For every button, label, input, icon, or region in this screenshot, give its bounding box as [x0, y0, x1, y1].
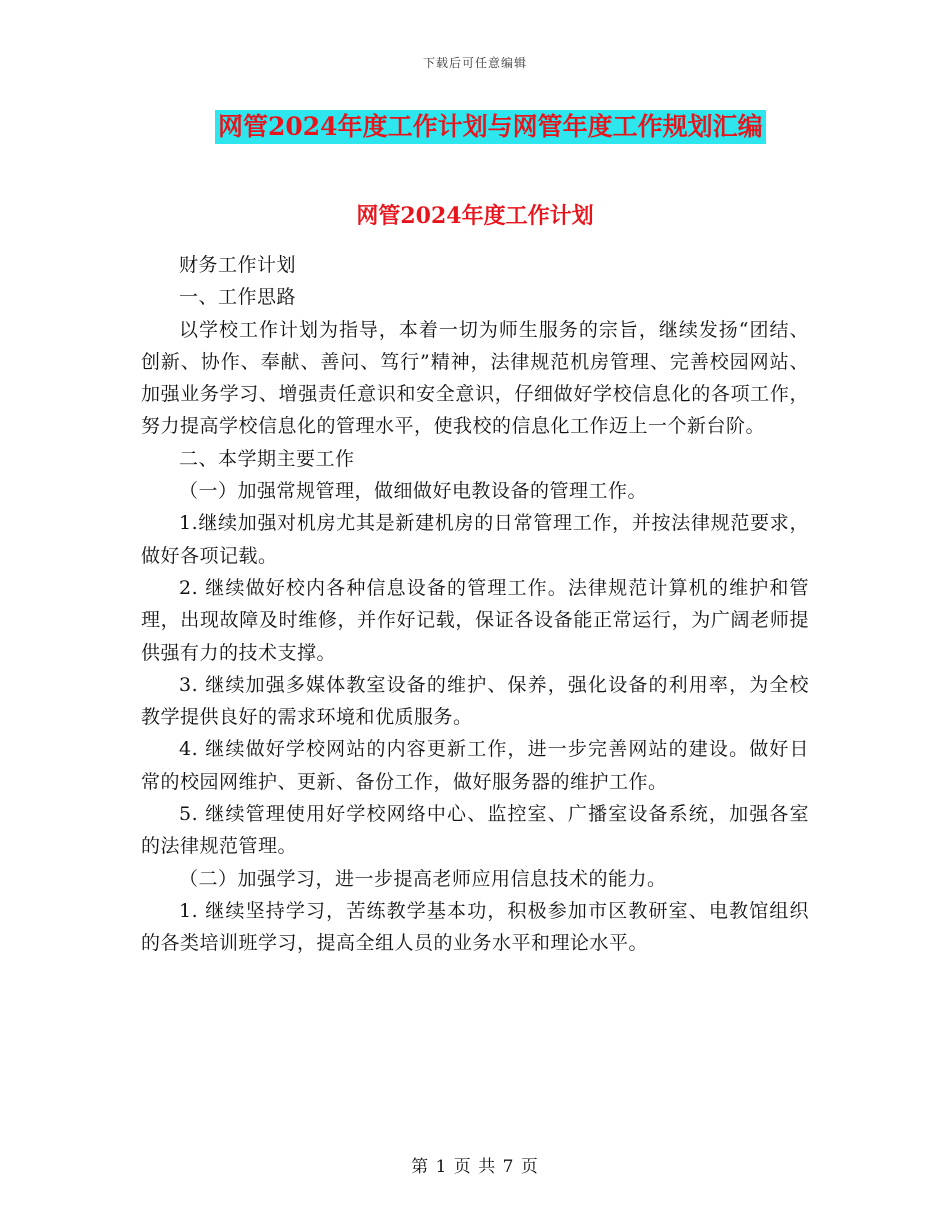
paragraph: 5. 继续管理使用好学校网络中心、监控室、广播室设备系统，加强各室的法律规范管理。	[141, 803, 809, 858]
paragraph-heading: 二、本学期主要工作	[179, 447, 355, 470]
paragraph: 1. 继续坚持学习，苦练教学基本功，积极参加市区教研室、电教馆组织的各类培训班学习，提高全组人员的业务水平和理论水平。	[141, 899, 809, 955]
header-note: 下载后可任意编辑	[422, 56, 527, 70]
paragraph: 2. 继续做好校内各种信息设备的管理工作。法律规范计算机的维护和管理，出现故障及时维修，并作好记载，保证各设备能正常运行，为广阔老师提供强有力的技术支撑。	[141, 576, 809, 664]
paragraph-subheading: （二）加强学习，进一步提高老师应用信息技术的能力。	[179, 867, 667, 890]
paragraph-heading: 财务工作计划	[179, 254, 297, 276]
paragraph: 以学校工作计划为指导，本着一切为师生服务的宗旨，继续发扬“团结、创新、协作、奉献、善问、笃行”精神，法律规范机房管理、完善校园网站、加强业务学习、增强责任意识和安全意识，仔细做好学校信息化的各项工作，努力提高学校信息化的管理水平，使我校的信息化工作迈上一个新台阶。	[141, 318, 809, 438]
document-body	[141, 249, 809, 960]
paragraph: 4. 继续做好学校网站的内容更新工作，进一步完善网站的建设。做好日常的校园网维护、更新、备份工作，做好服务器的维护工作。	[141, 738, 809, 793]
section-title: 网管2024年度工作计划	[356, 203, 594, 229]
document-title: 网管2024年度工作计划与网管年度工作规划汇编	[215, 110, 766, 144]
page-number: 第 1 页 共 7 页	[411, 1157, 539, 1177]
paragraph-subheading: （一）加强常规管理，做细做好电教设备的管理工作。	[179, 480, 648, 503]
paragraph: 1.继续加强对机房尤其是新建机房的日常管理工作，并按法律规范要求，做好各项记载。	[141, 512, 809, 567]
paragraph: 3. 继续加强多媒体教室设备的维护、保养，强化设备的利用率，为全校教学提供良好的需求环境和优质服务。	[141, 673, 809, 729]
paragraph-heading: 一、工作思路	[179, 286, 297, 309]
